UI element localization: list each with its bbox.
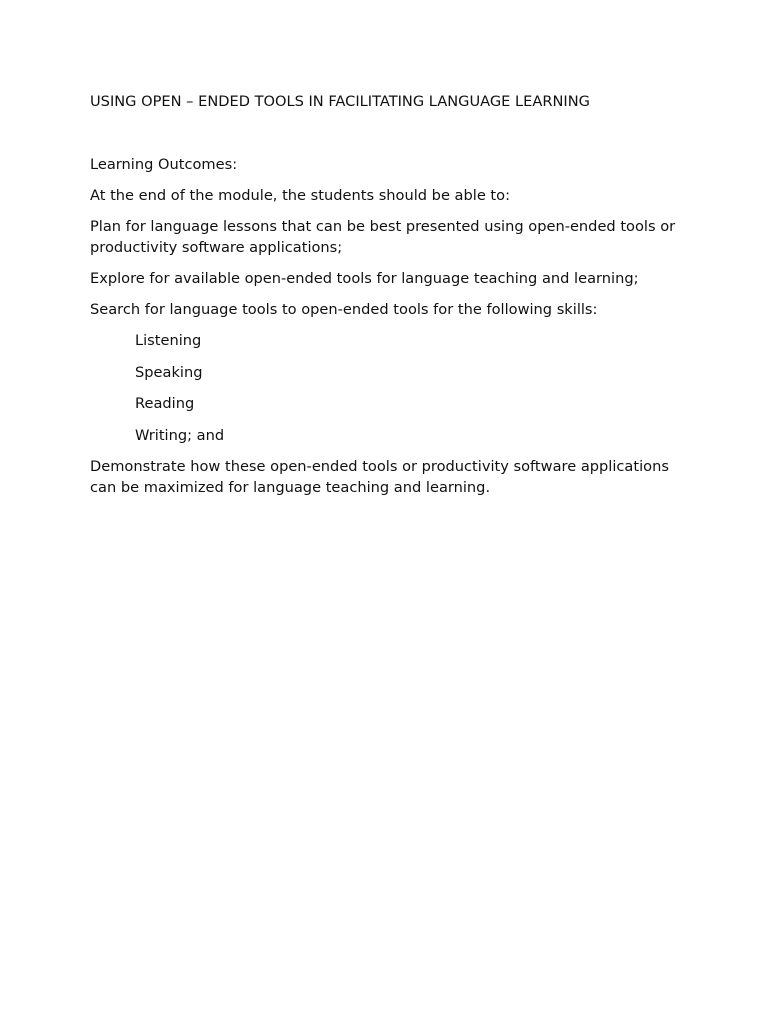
outcome-item: Plan for language lessons that can be best presented using open-ended tools or productivity software applications; bbox=[90, 218, 676, 256]
learning-outcomes-heading: Learning Outcomes: bbox=[90, 156, 238, 173]
skill-item-listening: Listening bbox=[135, 332, 202, 349]
document-body bbox=[90, 91, 690, 508]
closing-outcome: Demonstrate how these open-ended tools or productivity software applications can be maximized for language teaching and learning. bbox=[90, 458, 669, 496]
skill-item-reading: Reading bbox=[135, 395, 195, 412]
intro-text: At the end of the module, the students should be able to: bbox=[90, 187, 511, 204]
document-title: USING OPEN – ENDED TOOLS IN FACILITATING LANGUAGE LEARNING bbox=[90, 93, 590, 110]
skill-item-speaking: Speaking bbox=[135, 363, 203, 381]
outcome-item: Search for language tools to open-ended tools for the following skills: bbox=[90, 301, 598, 318]
skill-item-writing: Writing; and bbox=[135, 426, 225, 444]
outcome-item: Explore for available open-ended tools for language teaching and learning; bbox=[90, 270, 639, 287]
